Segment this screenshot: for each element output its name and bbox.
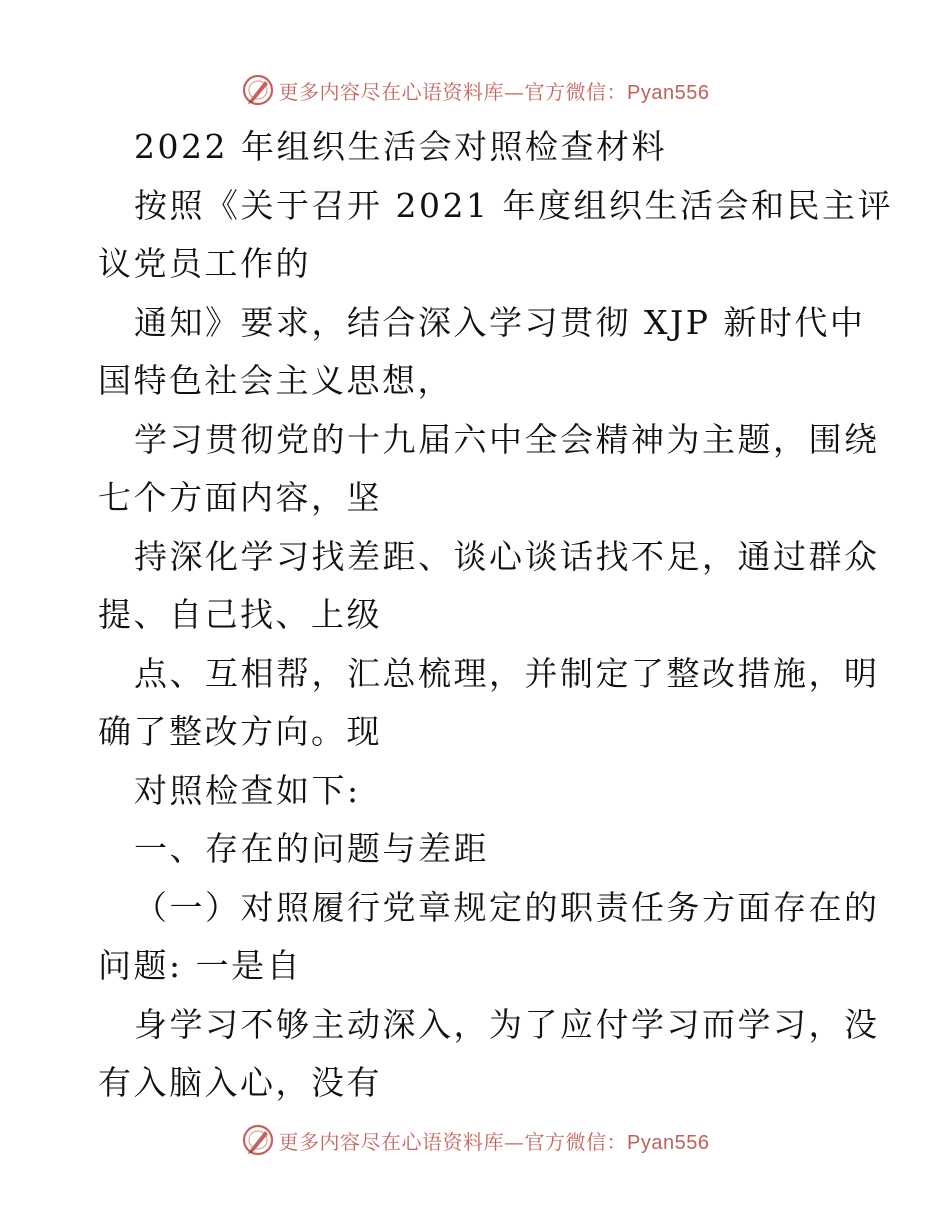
paragraph-line: 学习贯彻党的十九届六中全会精神为主题，围绕 <box>134 419 880 459</box>
watermark-banner-top <box>0 68 950 112</box>
document-title: 2022 年组织生活会对照检查材料 <box>134 127 667 166</box>
paragraph-line: 议党员工作的 <box>98 244 311 283</box>
paragraph-line: 有入脑入心，没有 <box>98 1063 382 1102</box>
paragraph-line: 问题: 一是自 <box>98 946 303 985</box>
quill-pen-logo-icon <box>241 1123 275 1157</box>
paragraph-line: 提、自己找、上级 <box>98 595 382 634</box>
paragraph-line: 持深化学习找差距、谈心谈话找不足，通过群众 <box>134 536 880 576</box>
quill-pen-logo-icon <box>241 73 275 107</box>
watermark-text: 更多内容尽在心语资料库—官方微信：Pyan556 <box>278 1129 710 1154</box>
paragraph-line: 按照《关于召开 2021 年度组织生活会和民主评 <box>134 185 893 225</box>
watermark-text: 更多内容尽在心语资料库—官方微信：Pyan556 <box>278 79 710 104</box>
paragraph-line: 对照检查如下: <box>134 770 361 810</box>
section-heading: 一、存在的问题与差距 <box>134 829 489 868</box>
document-body <box>98 118 893 1113</box>
paragraph-line: 国特色社会主义思想， <box>98 361 453 400</box>
paragraph-line: 通知》要求，结合深入学习贯彻 XJP 新时代中 <box>134 302 866 342</box>
paragraph-line: 点、互相帮，汇总梳理，并制定了整改措施，明 <box>134 653 880 693</box>
paragraph-line: 身学习不够主动深入，为了应付学习而学习，没 <box>134 1004 880 1044</box>
paragraph-line: 确了整改方向。现 <box>98 712 382 751</box>
subsection-heading: （一）对照履行党章规定的职责任务方面存在的 <box>134 887 880 927</box>
watermark-banner-bottom <box>0 1118 950 1162</box>
paragraph-line: 七个方面内容，坚 <box>98 478 382 517</box>
